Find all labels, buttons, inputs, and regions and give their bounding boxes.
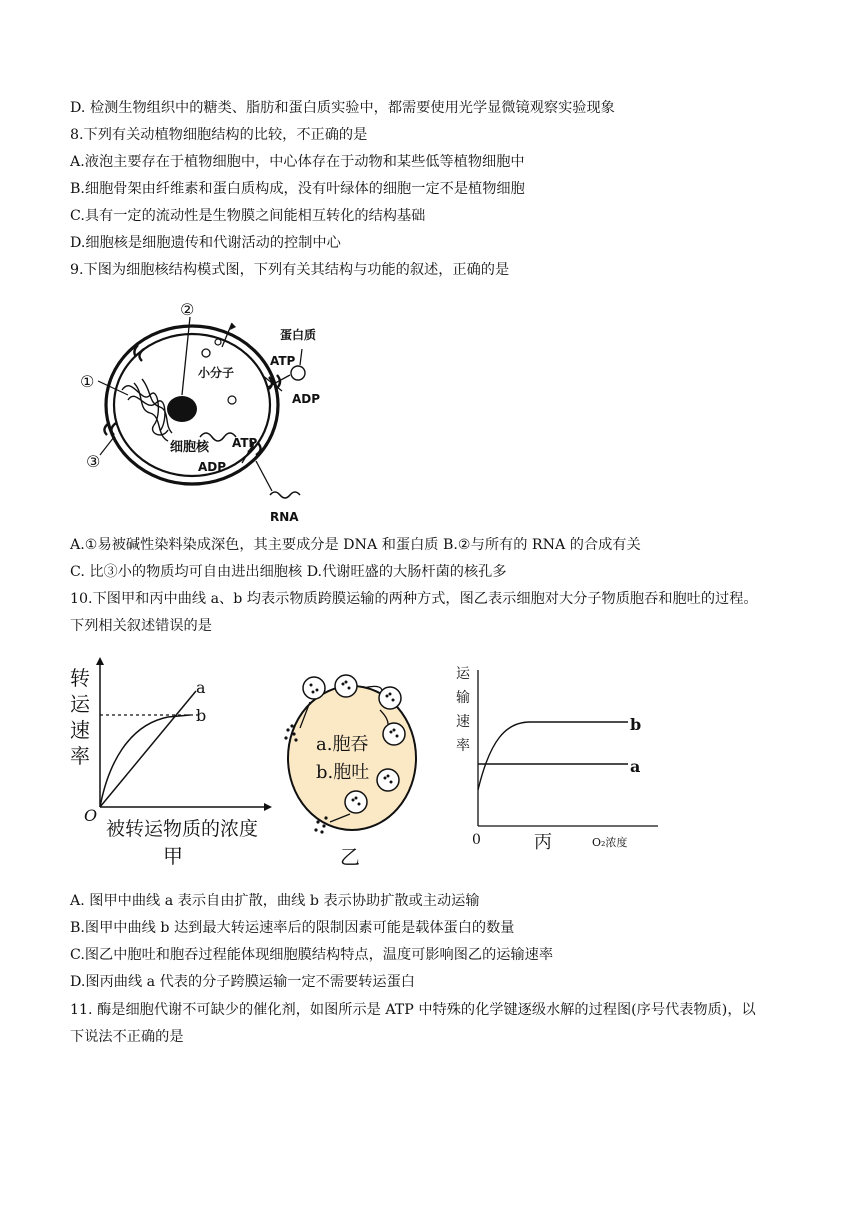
curve-b-label: b <box>196 706 207 725</box>
q8-option-a: A.液泡主要存在于植物细胞中，中心体存在于动物和某些低等植物细胞中 <box>70 154 525 170</box>
caption-bing: 丙 <box>534 832 552 853</box>
curve-a-label: a <box>196 678 206 697</box>
origin-bing: 0 <box>472 832 481 848</box>
figure-jia <box>68 655 278 870</box>
ylabel-jia: 转运速率 <box>70 666 90 768</box>
curve-b-label: b <box>630 715 642 734</box>
caption-jia: 甲 <box>163 844 183 868</box>
q10-option-a: A. 图甲中曲线 a 表示自由扩散，曲线 b 表示协助扩散或主动运输 <box>70 893 480 909</box>
q10-option-d: D.图丙曲线 a 代表的分子跨膜运输一定不需要转运蛋白 <box>70 974 415 990</box>
nucleus-diagram <box>72 295 342 527</box>
q9-stem: 9.下图为细胞核结构模式图，下列有关其结构与功能的叙述，正确的是 <box>70 262 510 278</box>
xlabel-jia: 被转运物质的浓度 <box>106 818 259 840</box>
nucleus-label: 细胞核 <box>170 440 210 455</box>
label-3: ③ <box>86 452 101 471</box>
label-1: ① <box>80 372 95 391</box>
small-molecule-label: 小分子 <box>198 366 235 380</box>
figure-bing <box>450 660 670 860</box>
curve-a-label: a <box>630 757 641 776</box>
atp-bottom-label: ATP <box>232 436 258 450</box>
curve-a <box>100 691 196 807</box>
q10-stem-1: 10.下图甲和丙中曲线 a、b 均表示物质跨膜运输的两种方式，图乙表示细胞对大分子物质胞吞和胞吐的过程。 <box>70 591 758 607</box>
q9-options-cd: C. 比③小的物质均可自由进出细胞核 D.代谢旺盛的大肠杆菌的核孔多 <box>70 564 507 580</box>
yi-line-2: b.胞吐 <box>316 762 370 783</box>
figure-yi <box>280 672 430 870</box>
protein-label: 蛋白质 <box>280 328 317 342</box>
q7-option-d: D. 检测生物组织中的糖类、脂肪和蛋白质实验中，都需要使用光学显微镜观察实验现象 <box>70 100 615 116</box>
q10-stem-2: 下列相关叙述错误的是 <box>70 618 212 634</box>
q8-option-b: B.细胞骨架由纤维素和蛋白质构成，没有叶绿体的细胞一定不是植物细胞 <box>70 181 525 197</box>
xlabel-bing: O₂浓度 <box>592 836 628 849</box>
curve-b <box>100 715 190 807</box>
adp-bottom-label: ADP <box>198 460 227 474</box>
q8-option-c: C.具有一定的流动性是生物膜之间能相互转化的结构基础 <box>70 208 426 224</box>
origin-jia: O <box>84 806 98 825</box>
q8-option-d: D.细胞核是细胞遗传和代谢活动的控制中心 <box>70 235 341 251</box>
ylabel-bing: 运输速率 <box>456 666 470 754</box>
q9-options-ab: A.①易被碱性染料染成深色，其主要成分是 DNA 和蛋白质 B.②与所有的 RNA 的合成有关 <box>70 537 641 553</box>
curve-b <box>478 722 628 790</box>
q11-stem-1: 11. 酶是细胞代谢不可缺少的催化剂，如图所示是 ATP 中特殊的化学键逐级水解的过程图(序号代表物质)，以 <box>70 1002 756 1018</box>
q10-option-b: B.图甲中曲线 b 达到最大转运速率后的限制因素可能是载体蛋白的数量 <box>70 920 515 936</box>
q8-stem: 8.下列有关动植物细胞结构的比较，不正确的是 <box>70 127 368 143</box>
caption-yi: 乙 <box>340 845 360 869</box>
atp-top-label: ATP <box>270 354 296 368</box>
yi-line-1: a.胞吞 <box>316 734 369 755</box>
q11-stem-2: 下说法不正确的是 <box>70 1029 184 1045</box>
q10-option-c: C.图乙中胞吐和胞吞过程能体现细胞膜结构特点，温度可影响图乙的运输速率 <box>70 947 554 963</box>
label-2: ② <box>180 300 195 319</box>
adp-top-label: ADP <box>292 392 321 406</box>
rna-label: RNA <box>270 510 299 524</box>
